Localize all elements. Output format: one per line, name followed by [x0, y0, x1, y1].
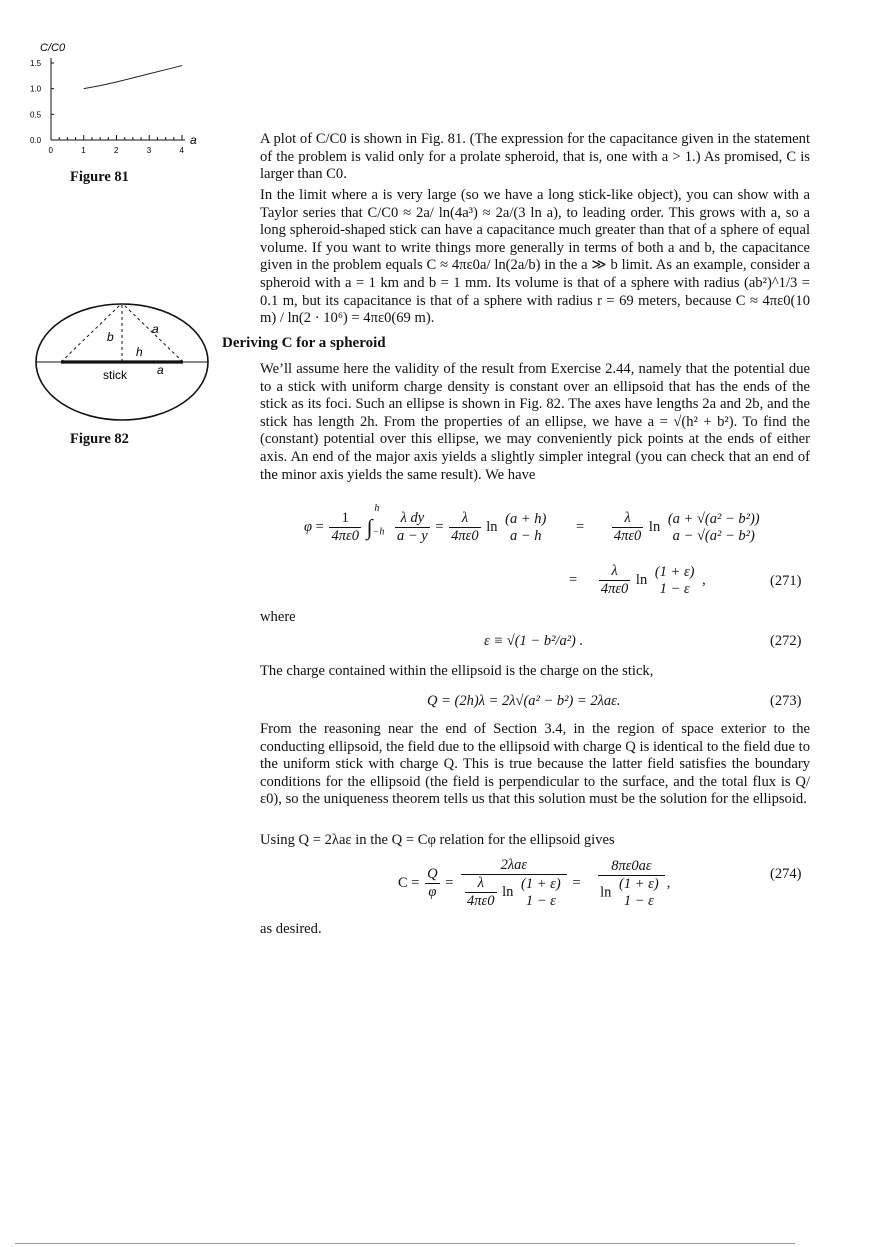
chart-y-ticks: [30, 59, 54, 145]
chart-xtick-label: 4: [179, 146, 184, 155]
chart-ytick-label: 1.5: [30, 59, 42, 68]
equation-271-line1: φ = $\frac{1}{4\pi\varepsilon 0}$ $\int_{-h}^h$ $\frac{\text{λ dy}}{a - y}$ = $\frac{\lambda}{4\pi\varepsilon 0}$ ln (a + h) a − h = $\frac{\lambda}{4\pi\varepsilon 0}$ ln (a + √(a² − b²)) a − √(a² − b²): [304, 503, 760, 544]
paragraph-4: The charge contained within the ellipsoid is the charge on the stick,: [260, 663, 654, 679]
equation-272: ε ≡ √(1 − b²/a²) .: [484, 633, 584, 649]
chart-ytick-label: 1.0: [30, 84, 42, 94]
paragraph-5: From the reasoning near the end of Section 3.4, in the region of space exterior to the conducting ellipsoid, the field due to the ellipsoid with charge Q is identical to the field due to the uniform stick with charge Q. This is true because the latter field satisfies the boundary conditions for the ellipsoid (the field is perpendicular to the surface, and the total flux is Q/ε0), so the uniqueness theorem tells us that this solution must be the solution for the ellipsoid.: [260, 721, 810, 808]
chart-xtick-label: 1: [81, 146, 86, 155]
figure-81-caption: Figure 81: [70, 169, 129, 185]
chart-x-ticks: [49, 135, 185, 155]
chart-xlabel: a: [190, 133, 197, 147]
chart-xtick-label: 3: [146, 146, 152, 155]
where-text: where: [260, 609, 296, 625]
footer-rule: [15, 1243, 795, 1244]
chart-ytick-label: 0.0: [30, 136, 42, 145]
label-h: h: [136, 345, 143, 359]
label-b: b: [107, 330, 114, 344]
paragraph-3: We’ll assume here the validity of the result from Exercise 2.44, namely that the potential due to a stick with uniform charge density is constant over an ellipsoid that has the ends of the stick as its foci. Such an ellipse is shown in Fig. 82. The axes have lengths 2a and 2b, and the stick has length 2h. From the properties of an ellipse, we have a = √(h² + b²). To find the (constant) potential over this ellipse, we may conveniently pick points at the ends of either axis. An end of the major axis yields a slightly simpler integral (you can check that an end of the minor axis yields the same result). We have: [260, 361, 810, 483]
label-a-upper: a: [152, 322, 159, 336]
section-heading: Deriving C for a spheroid: [222, 335, 386, 351]
label-stick: stick: [103, 368, 127, 382]
equation-number-271: (271): [770, 573, 802, 589]
paragraph-2: In the limit where a is very large (so we have a long stick-like object), you can show with a Taylor series that C/C0 ≈ 2a/ ln(4a³) ≈ 2a/(3 ln a), to leading order. This grows with a, so a long spheroid-shaped stick can have a capacitance much greater than that of a sphere of equal volume. If you want to write things more generally in terms of both a and b, the capacitance given in the problem equals C ≈ 4πε0a/ ln(2a/b) in the a ≫ b limit. As an example, consider a spheroid with a = 1 km and b = 1 mm. Its volume is that of a sphere with radius (ab²)^1/3 = 0.1 m, but its capacitance is that of a sphere with radius r = 69 meters, because C ≈ 4πε0(10 m) / ln(2 · 10⁶) = 4πε0(69 m).: [260, 187, 810, 327]
figure-82-caption: Figure 82: [70, 431, 129, 447]
paragraph-6: Using Q = 2λaε in the Q = Cφ relation for the ellipsoid gives: [260, 832, 615, 848]
chart-ylabel: C/C0: [40, 42, 66, 54]
chart-xtick-label: 0: [48, 146, 53, 155]
equation-number-274: (274): [770, 866, 802, 882]
paragraph-7: as desired.: [260, 921, 322, 937]
paragraph-1: A plot of C/C0 is shown in Fig. 81. (The expression for the capacitance given in the statement of the problem is valid only for a prolate spheroid, that is, one with a > 1.) As promised, C is larger than C0.: [260, 131, 810, 183]
label-a-lower: a: [157, 363, 164, 377]
figure-82-diagram: [34, 300, 212, 425]
chart-xtick-label: 2: [114, 146, 119, 155]
equation-273: Q = (2h)λ = 2λ√(a² − b²) = 2λaε.: [427, 693, 621, 709]
equation-274: C = $\frac{Q}{\varphi}$ = 2λaε $\frac{\lambda}{4\pi\varepsilon 0}$ ln (1 + ε) 1 − ε = 8πε0aε ln (1 + ε) 1 − ε ,: [398, 857, 671, 909]
figure-81-chart: [30, 38, 205, 163]
equation-number-272: (272): [770, 633, 802, 649]
chart-series-line: [84, 66, 182, 89]
chart-ytick-label: 0.5: [30, 110, 42, 120]
equation-number-273: (273): [770, 693, 802, 709]
equation-271-line2: = $\frac{\lambda}{4\pi\varepsilon 0}$ ln (1 + ε) 1 − ε ,: [569, 563, 706, 597]
